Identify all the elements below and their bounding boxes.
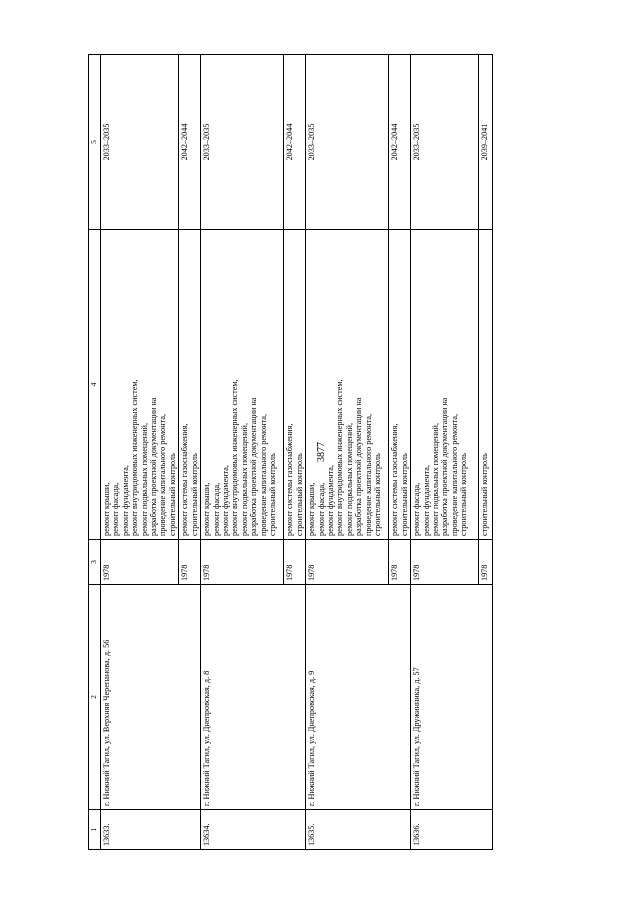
row-works: ремонт крыши, ремонт фасада, ремонт фундамента, ремонт внутридомовых инженерных систем, ремонт подвальных помещений, разработка проектной документации на проведение капитального ремонта, строительный контроль [101, 230, 179, 540]
document-page [88, 80, 550, 850]
row-number: 13635. [306, 810, 411, 850]
row-works: ремонт крыши, ремонт фасада, ремонт фундамента, ремонт внутридомовых инженерных систем, ремонт подвальных помещений, разработка проектной документации на проведение капитального ремонта, строительный контроль [201, 230, 284, 540]
header-col-3: 3 [89, 540, 101, 585]
row-number: 13636. [411, 810, 493, 850]
header-col-5: 5 [89, 55, 101, 230]
row-period: 2033–2035 [306, 55, 389, 230]
row-period: 2033–2035 [411, 55, 479, 230]
repair-schedule-table [88, 54, 493, 850]
row-number: 13633. [101, 810, 201, 850]
row-works: строительный контроль [479, 230, 493, 540]
row-period: 2033–2035 [101, 55, 179, 230]
row-period: 2042–2044 [179, 55, 201, 230]
table-row [101, 55, 179, 850]
table-row [411, 55, 479, 850]
row-works: ремонт системы газоснабжения, строительный контроль [179, 230, 201, 540]
row-year: 1978 [201, 540, 284, 585]
row-address: г. Нижний Тагил, ул. Днепровская, д. 8 [201, 585, 306, 810]
row-year: 1978 [284, 540, 306, 585]
header-col-1: 1 [89, 810, 101, 850]
table-row [306, 55, 389, 850]
row-period: 2042–2044 [389, 55, 411, 230]
row-year: 1978 [179, 540, 201, 585]
row-works: ремонт системы газоснабжения, строительный контроль [284, 230, 306, 540]
row-address: г. Нижний Тагил, ул. Верхняя Черепанова, д. 56 [101, 585, 201, 810]
row-year: 1978 [101, 540, 179, 585]
header-col-4: 4 [89, 230, 101, 540]
row-period: 2042–2044 [284, 55, 306, 230]
row-works: ремонт крыши, ремонт фасада, ремонт фундамента, ремонт внутридомовых инженерных систем, ремонт подвальных помещений, разработка проектной документации на проведение капитального ремонта, строительный контроль [306, 230, 389, 540]
row-address: г. Нижний Тагил, ул. Дружинника, д. 57 [411, 585, 493, 810]
header-col-2: 2 [89, 585, 101, 810]
row-year: 1978 [479, 540, 493, 585]
row-works: ремонт фасада, ремонт фундамента, ремонт подвальных помещений, разработка проектной документации на проведение капитального ремонта, строительный контроль [411, 230, 479, 540]
row-period: 2033–2035 [201, 55, 284, 230]
rotated-page [88, 80, 550, 850]
row-number: 13634. [201, 810, 306, 850]
row-year: 1978 [306, 540, 389, 585]
page-number: 3877 [316, 442, 327, 462]
row-address: г. Нижний Тагил, ул. Днепровская, д. 9 [306, 585, 411, 810]
header-row [89, 55, 101, 850]
row-period: 2039–2041 [479, 55, 493, 230]
row-works: ремонт системы газоснабжения, строительный контроль [389, 230, 411, 540]
row-year: 1978 [389, 540, 411, 585]
table-row [201, 55, 284, 850]
row-year: 1978 [411, 540, 479, 585]
